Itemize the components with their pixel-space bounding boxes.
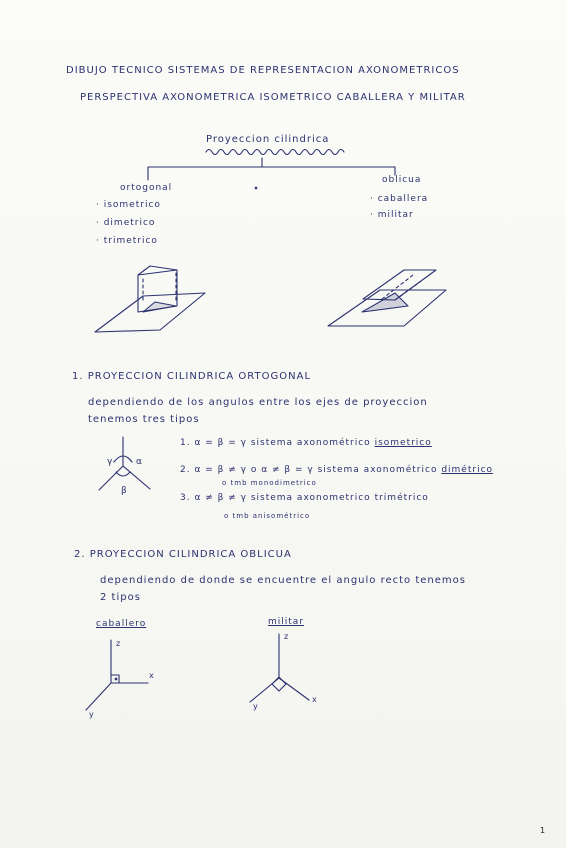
page-number: 1	[540, 826, 546, 835]
militar-axes-sketch	[250, 634, 309, 702]
tree-left-item: · dimetrico	[96, 218, 156, 228]
page-title: DIBUJO TECNICO SISTEMAS DE REPRESENTACION AXONOMETRICOS	[66, 65, 460, 76]
formula-text: 3. α ≠ β ≠ γ sistema axonometrico	[180, 493, 371, 503]
oblique-projection-sketch	[328, 270, 446, 326]
tree-right-item: · caballera	[370, 194, 429, 204]
axis-y-label: y	[89, 710, 95, 719]
axis-z-label: z	[116, 639, 122, 648]
formula-text: 2. α = β ≠ γ o α ≠ β = γ sistema axonométrico	[180, 465, 438, 475]
angle-alpha-label: α	[136, 457, 143, 467]
ortho-projection-sketch	[95, 266, 205, 332]
caballera-title: caballero	[96, 619, 147, 629]
isometric-axes-sketch	[99, 437, 150, 490]
tree-right-label: oblicua	[382, 175, 422, 185]
axis-z-label: z	[284, 632, 290, 641]
tree-left-item: · trimetrico	[96, 236, 158, 246]
tree-right-item: · militar	[370, 210, 414, 220]
formula-text: 1. α = β = γ sistema axonométrico	[180, 438, 371, 448]
page-subtitle: PERSPECTIVA AXONOMETRICA ISOMETRICO CABALLERA Y MILITAR	[80, 92, 466, 103]
formula-note: o tmb anisométrico	[224, 512, 311, 520]
stray-dot	[255, 187, 257, 189]
formula-name: trimétrico	[374, 493, 429, 503]
angle-gamma-label: γ	[107, 457, 114, 467]
root-underline-squiggle	[206, 150, 344, 155]
section2-intro: 2 tipos	[100, 592, 141, 603]
section2-intro: dependiendo de donde se encuentre el angulo recto tenemos	[100, 575, 466, 586]
axis-x-label: x	[312, 695, 318, 704]
formula-name: dimétrico	[441, 465, 494, 475]
section1-heading: 1. PROYECCION CILINDRICA ORTOGONAL	[72, 371, 312, 382]
tree-branch-lines	[148, 158, 395, 180]
section1-intro: dependiendo de los angulos entre los ejes de proyeccion	[88, 397, 428, 408]
section2-heading: 2. PROYECCION CILINDRICA OBLICUA	[74, 549, 292, 560]
formula-name: isometrico	[374, 438, 432, 448]
militar-title: militar	[268, 617, 305, 627]
tree-left-item: · isometrico	[96, 200, 161, 210]
axis-x-label: x	[149, 671, 155, 680]
caballera-axes-sketch	[86, 640, 148, 710]
angle-beta-label: β	[121, 486, 128, 496]
tree-root-label: Proyeccion cilindrica	[206, 134, 330, 145]
formula-note: o tmb monodimetrico	[222, 479, 317, 487]
section1-intro: tenemos tres tipos	[88, 414, 200, 425]
axis-y-label: y	[253, 702, 259, 711]
tree-left-label: ortogonal	[120, 183, 173, 193]
